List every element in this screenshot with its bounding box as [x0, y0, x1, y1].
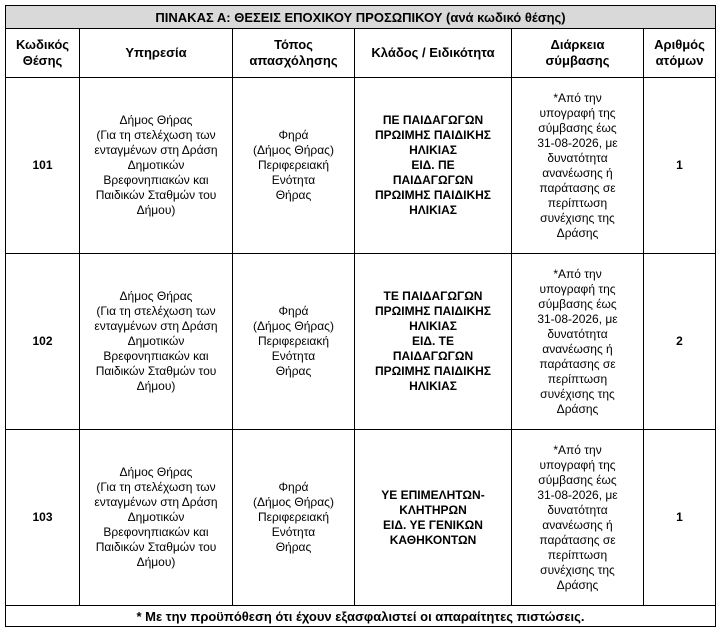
location-cell: Φηρά (Δήμος Θήρας) Περιφερειακή Ενότητα Θήρας — [233, 78, 355, 254]
duration-cell: *Από την υπογραφή της σύμβασης έως 31-08-2026, με δυνατότητα ανανέωσης ή παράτασης σε περίπτωση συνέχισης της Δράσης — [512, 430, 644, 606]
duration-cell: *Από την υπογραφή της σύμβασης έως 31-08-2026, με δυνατότητα ανανέωσης ή παράτασης σε περίπτωση συνέχισης της Δράσης — [512, 254, 644, 430]
specialty-cell: ΠΕ ΠΑΙΔΑΓΩΓΩΝ ΠΡΩΙΜΗΣ ΠΑΙΔΙΚΗΣ ΗΛΙΚΙΑΣ ΕΙΔ. ΠΕ ΠΑΙΔΑΓΩΓΩΝ ΠΡΩΙΜΗΣ ΠΑΙΔΙΚΗΣ ΗΛΙΚΙΑΣ — [355, 78, 512, 254]
table-row — [6, 254, 716, 430]
table-row — [6, 430, 716, 606]
service-cell: Δήμος Θήρας (Για τη στελέχωση των ενταγμένων στη Δράση Δημοτικών Βρεφονηπιακών και Παιδικών Σταθμών του Δήμου) — [80, 430, 233, 606]
count-cell: 2 — [644, 254, 716, 430]
header-location: Τόπος απασχόλησης — [233, 29, 355, 78]
table-row — [6, 78, 716, 254]
positions-table — [5, 5, 716, 627]
service-cell: Δήμος Θήρας (Για τη στελέχωση των ενταγμένων στη Δράση Δημοτικών Βρεφονηπιακών και Παιδικών Σταθμών του Δήμου) — [80, 254, 233, 430]
specialty-cell: ΤΕ ΠΑΙΔΑΓΩΓΩΝ ΠΡΩΙΜΗΣ ΠΑΙΔΙΚΗΣ ΗΛΙΚΙΑΣ ΕΙΔ. ΤΕ ΠΑΙΔΑΓΩΓΩΝ ΠΡΩΙΜΗΣ ΠΑΙΔΙΚΗΣ ΗΛΙΚΙΑΣ — [355, 254, 512, 430]
header-row — [6, 29, 716, 78]
position-code: 102 — [6, 254, 80, 430]
count-cell: 1 — [644, 78, 716, 254]
service-cell: Δήμος Θήρας (Για τη στελέχωση των ενταγμένων στη Δράση Δημοτικών Βρεφονηπιακών και Παιδικών Σταθμών του Δήμου) — [80, 78, 233, 254]
count-cell: 1 — [644, 430, 716, 606]
position-code: 101 — [6, 78, 80, 254]
header-duration: Διάρκεια σύμβασης — [512, 29, 644, 78]
position-code: 103 — [6, 430, 80, 606]
header-service: Υπηρεσία — [80, 29, 233, 78]
table-title: ΠΙΝΑΚΑΣ Α: ΘΕΣΕΙΣ ΕΠΟΧΙΚΟΥ ΠΡΟΣΩΠΙΚΟΥ (ανά κωδικό θέσης) — [6, 6, 716, 29]
header-count: Αριθμός ατόμων — [644, 29, 716, 78]
header-specialty: Κλάδος / Ειδικότητα — [355, 29, 512, 78]
location-cell: Φηρά (Δήμος Θήρας) Περιφερειακή Ενότητα Θήρας — [233, 430, 355, 606]
duration-cell: *Από την υπογραφή της σύμβασης έως 31-08-2026, με δυνατότητα ανανέωσης ή παράτασης σε περίπτωση συνέχισης της Δράσης — [512, 78, 644, 254]
location-cell: Φηρά (Δήμος Θήρας) Περιφερειακή Ενότητα Θήρας — [233, 254, 355, 430]
specialty-cell: ΥΕ ΕΠΙΜΕΛΗΤΩΝ- ΚΛΗΤΗΡΩΝ ΕΙΔ. ΥΕ ΓΕΝΙΚΩΝ ΚΑΘΗΚΟΝΤΩΝ — [355, 430, 512, 606]
footnote: * Με την προϋπόθεση ότι έχουν εξασφαλιστεί οι απαραίτητες πιστώσεις. — [6, 606, 716, 627]
header-code: Κωδικός Θέσης — [6, 29, 80, 78]
